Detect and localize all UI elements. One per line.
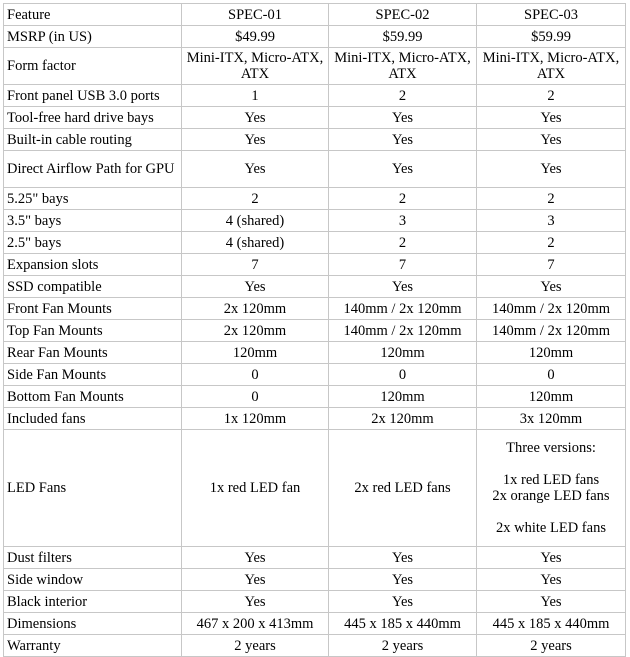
cell-spec-02: 2x 120mm: [329, 408, 477, 430]
table-row: [4, 364, 626, 386]
row-label: Black interior: [4, 591, 182, 613]
cell-spec-03: Mini-ITX, Micro-ATX, ATX: [477, 48, 626, 85]
cell-spec-01: 1: [182, 85, 329, 107]
row-label: 3.5" bays: [4, 210, 182, 232]
row-label: Warranty: [4, 635, 182, 657]
row-label: Bottom Fan Mounts: [4, 386, 182, 408]
table-row: [4, 386, 626, 408]
row-label: Included fans: [4, 408, 182, 430]
cell-spec-02: 0: [329, 364, 477, 386]
cell-spec-01: Yes: [182, 276, 329, 298]
table-row: [4, 408, 626, 430]
cell-spec-01: 1x 120mm: [182, 408, 329, 430]
cell-spec-02: 140mm / 2x 120mm: [329, 298, 477, 320]
cell-spec-02: 7: [329, 254, 477, 276]
cell-spec-01: Mini-ITX, Micro-ATX, ATX: [182, 48, 329, 85]
cell-spec-01: 2x 120mm: [182, 298, 329, 320]
cell-spec-03: 3x 120mm: [477, 408, 626, 430]
cell-spec-03: Yes: [477, 276, 626, 298]
table-row: [4, 342, 626, 364]
row-label: Front Fan Mounts: [4, 298, 182, 320]
led-line-versions: Three versions:: [506, 440, 596, 456]
cell-spec-01: Yes: [182, 569, 329, 591]
cell-spec-03: 2 years: [477, 635, 626, 657]
cell-spec-01: 467 x 200 x 413mm: [182, 613, 329, 635]
table-row: [4, 320, 626, 342]
header-feature: Feature: [4, 4, 182, 26]
table-row: [4, 188, 626, 210]
cell-spec-01: 4 (shared): [182, 232, 329, 254]
table-row: [4, 547, 626, 569]
table-row: [4, 129, 626, 151]
cell-spec-02: Yes: [329, 547, 477, 569]
cell-spec-03: Yes: [477, 591, 626, 613]
cell-spec-02: 2: [329, 188, 477, 210]
cell-spec-01: 7: [182, 254, 329, 276]
table-row: [4, 591, 626, 613]
cell-spec-01: 2x 120mm: [182, 320, 329, 342]
row-label: Expansion slots: [4, 254, 182, 276]
cell-spec-02: Yes: [329, 569, 477, 591]
row-label: Front panel USB 3.0 ports: [4, 85, 182, 107]
cell-spec-03: 2: [477, 232, 626, 254]
cell-spec-03: 2: [477, 85, 626, 107]
table-row: [4, 210, 626, 232]
table-row: [4, 107, 626, 129]
row-label: Side Fan Mounts: [4, 364, 182, 386]
cell-spec-01: Yes: [182, 547, 329, 569]
cell-spec-02: 120mm: [329, 342, 477, 364]
table-row: [4, 48, 626, 85]
cell-spec-02: 140mm / 2x 120mm: [329, 320, 477, 342]
cell-spec-03: [477, 430, 626, 547]
row-label: Top Fan Mounts: [4, 320, 182, 342]
cell-spec-02: Yes: [329, 276, 477, 298]
row-label: 2.5" bays: [4, 232, 182, 254]
cell-spec-03: Yes: [477, 547, 626, 569]
cell-spec-03: $59.99: [477, 26, 626, 48]
row-label: 5.25" bays: [4, 188, 182, 210]
cell-spec-02: 3: [329, 210, 477, 232]
cell-spec-03: Yes: [477, 151, 626, 188]
led-line-orange: 2x orange LED fans: [492, 488, 610, 504]
cell-spec-03: 2: [477, 188, 626, 210]
table-row: [4, 613, 626, 635]
row-label: SSD compatible: [4, 276, 182, 298]
row-label: Built-in cable routing: [4, 129, 182, 151]
cell-spec-02: 445 x 185 x 440mm: [329, 613, 477, 635]
spec-comparison-table: [3, 3, 626, 657]
cell-spec-02: Yes: [329, 591, 477, 613]
cell-spec-02: 2: [329, 85, 477, 107]
cell-spec-03: Yes: [477, 107, 626, 129]
row-label: Form factor: [4, 48, 182, 85]
header-row: [4, 4, 626, 26]
cell-spec-01: $49.99: [182, 26, 329, 48]
cell-spec-01: 120mm: [182, 342, 329, 364]
table-row: [4, 569, 626, 591]
led-spacer: [480, 456, 622, 472]
cell-spec-03: 140mm / 2x 120mm: [477, 320, 626, 342]
cell-spec-01: 2 years: [182, 635, 329, 657]
cell-spec-03: 445 x 185 x 440mm: [477, 613, 626, 635]
row-label: MSRP (in US): [4, 26, 182, 48]
header-spec-02: SPEC-02: [329, 4, 477, 26]
cell-spec-03: 140mm / 2x 120mm: [477, 298, 626, 320]
led-spacer: [480, 504, 622, 520]
cell-spec-02: Yes: [329, 129, 477, 151]
row-label: Tool-free hard drive bays: [4, 107, 182, 129]
cell-spec-02: 2x red LED fans: [329, 430, 477, 547]
cell-spec-03: 7: [477, 254, 626, 276]
table-row: [4, 151, 626, 188]
cell-spec-02: $59.99: [329, 26, 477, 48]
cell-spec-02: 2: [329, 232, 477, 254]
cell-spec-01: 4 (shared): [182, 210, 329, 232]
cell-spec-01: Yes: [182, 107, 329, 129]
cell-spec-03: Yes: [477, 129, 626, 151]
cell-spec-02: 2 years: [329, 635, 477, 657]
cell-spec-02: Yes: [329, 107, 477, 129]
table-row: [4, 635, 626, 657]
cell-spec-01: 2: [182, 188, 329, 210]
row-label: Rear Fan Mounts: [4, 342, 182, 364]
cell-spec-01: 1x red LED fan: [182, 430, 329, 547]
header-spec-03: SPEC-03: [477, 4, 626, 26]
cell-spec-01: Yes: [182, 591, 329, 613]
led-line-white: 2x white LED fans: [496, 520, 606, 536]
cell-spec-03: 0: [477, 364, 626, 386]
cell-spec-02: 120mm: [329, 386, 477, 408]
row-label: LED Fans: [4, 430, 182, 547]
table-row: [4, 26, 626, 48]
cell-spec-03: Yes: [477, 569, 626, 591]
cell-spec-02: Mini-ITX, Micro-ATX, ATX: [329, 48, 477, 85]
cell-spec-01: 0: [182, 364, 329, 386]
led-line-red: 1x red LED fans: [502, 472, 600, 488]
table-row: [4, 232, 626, 254]
table-row: [4, 276, 626, 298]
cell-spec-01: Yes: [182, 129, 329, 151]
cell-spec-03: 120mm: [477, 386, 626, 408]
cell-spec-01: Yes: [182, 151, 329, 188]
table-row: [4, 85, 626, 107]
header-spec-01: SPEC-01: [182, 4, 329, 26]
row-label: Direct Airflow Path for GPU: [4, 151, 182, 188]
row-label: Dimensions: [4, 613, 182, 635]
row-label: Side window: [4, 569, 182, 591]
led-fans-row: [4, 430, 626, 547]
cell-spec-03: 3: [477, 210, 626, 232]
table-row: [4, 254, 626, 276]
table-row: [4, 298, 626, 320]
cell-spec-03: 120mm: [477, 342, 626, 364]
cell-spec-02: Yes: [329, 151, 477, 188]
row-label: Dust filters: [4, 547, 182, 569]
cell-spec-01: 0: [182, 386, 329, 408]
